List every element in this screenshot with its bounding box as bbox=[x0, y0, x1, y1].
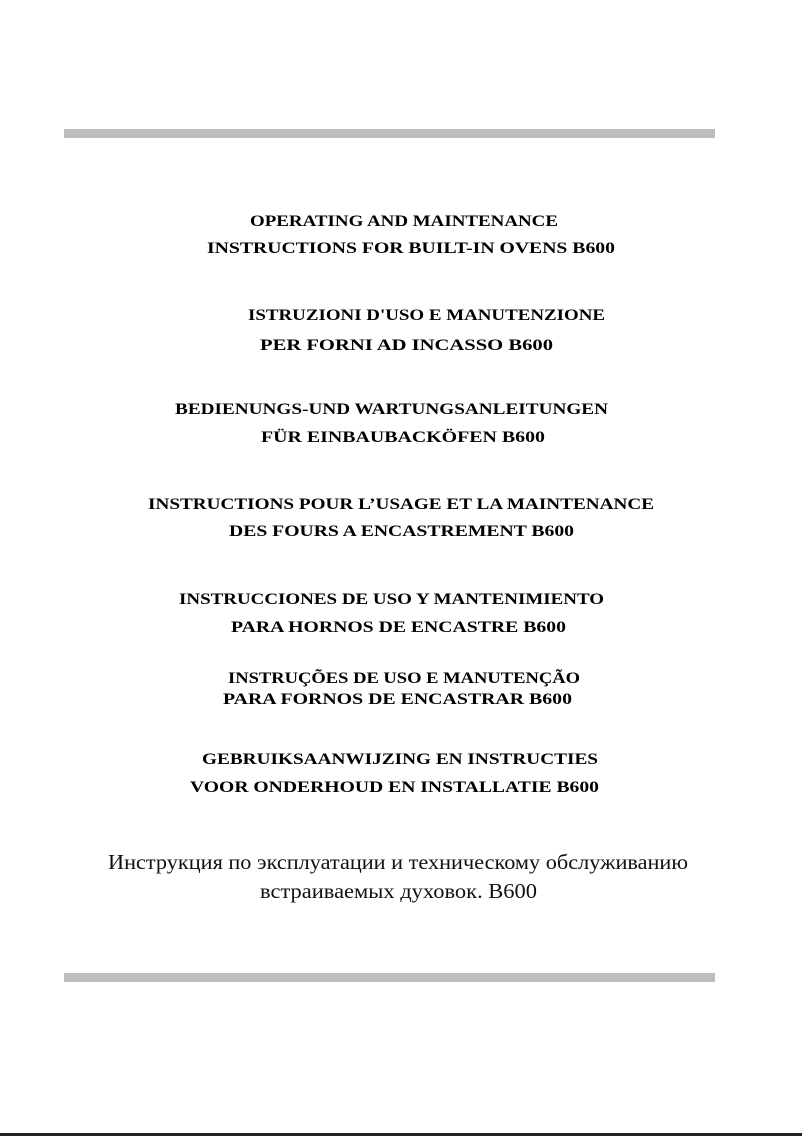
title-nl-line-1: GEBRUIKSAANWIJZING EN INSTRUCTIES bbox=[202, 751, 598, 768]
title-pt-line-2: PARA FORNOS DE ENCASTRAR B600 bbox=[223, 691, 572, 708]
title-ru-line-2: встраиваемых духовок. B600 bbox=[260, 879, 537, 903]
title-en-line-2: INSTRUCTIONS FOR BUILT-IN OVENS B600 bbox=[207, 240, 615, 257]
title-it-line-2: PER FORNI AD INCASSO B600 bbox=[260, 337, 553, 354]
title-nl-line-2: VOOR ONDERHOUD EN INSTALLATIE B600 bbox=[190, 779, 599, 796]
title-fr-line-2: DES FOURS A ENCASTREMENT B600 bbox=[229, 523, 574, 540]
title-es-line-1: INSTRUCCIONES DE USO Y MANTENIMIENTO bbox=[179, 591, 604, 608]
top-rule bbox=[64, 129, 715, 138]
title-de-line-1: BEDIENUNGS-UND WARTUNGSANLEITUNGEN bbox=[175, 401, 608, 418]
title-es-line-2: PARA HORNOS DE ENCASTRE B600 bbox=[231, 619, 566, 636]
bottom-rule bbox=[64, 973, 715, 982]
title-ru-line-1: Инструкция по эксплуатации и техническому обслуживанию bbox=[108, 850, 688, 874]
title-it-line-1: ISTRUZIONI D'USO E MANUTENZIONE bbox=[248, 307, 605, 324]
title-en-line-1: OPERATING AND MAINTENANCE bbox=[250, 213, 558, 230]
title-pt-line-1: INSTRUÇÕES DE USO E MANUTENÇÃO bbox=[228, 670, 580, 687]
title-fr-line-1: INSTRUCTIONS POUR L’USAGE ET LA MAINTENANCE bbox=[148, 496, 654, 513]
title-de-line-2: FÜR EINBAUBACKÖFEN B600 bbox=[261, 429, 545, 446]
